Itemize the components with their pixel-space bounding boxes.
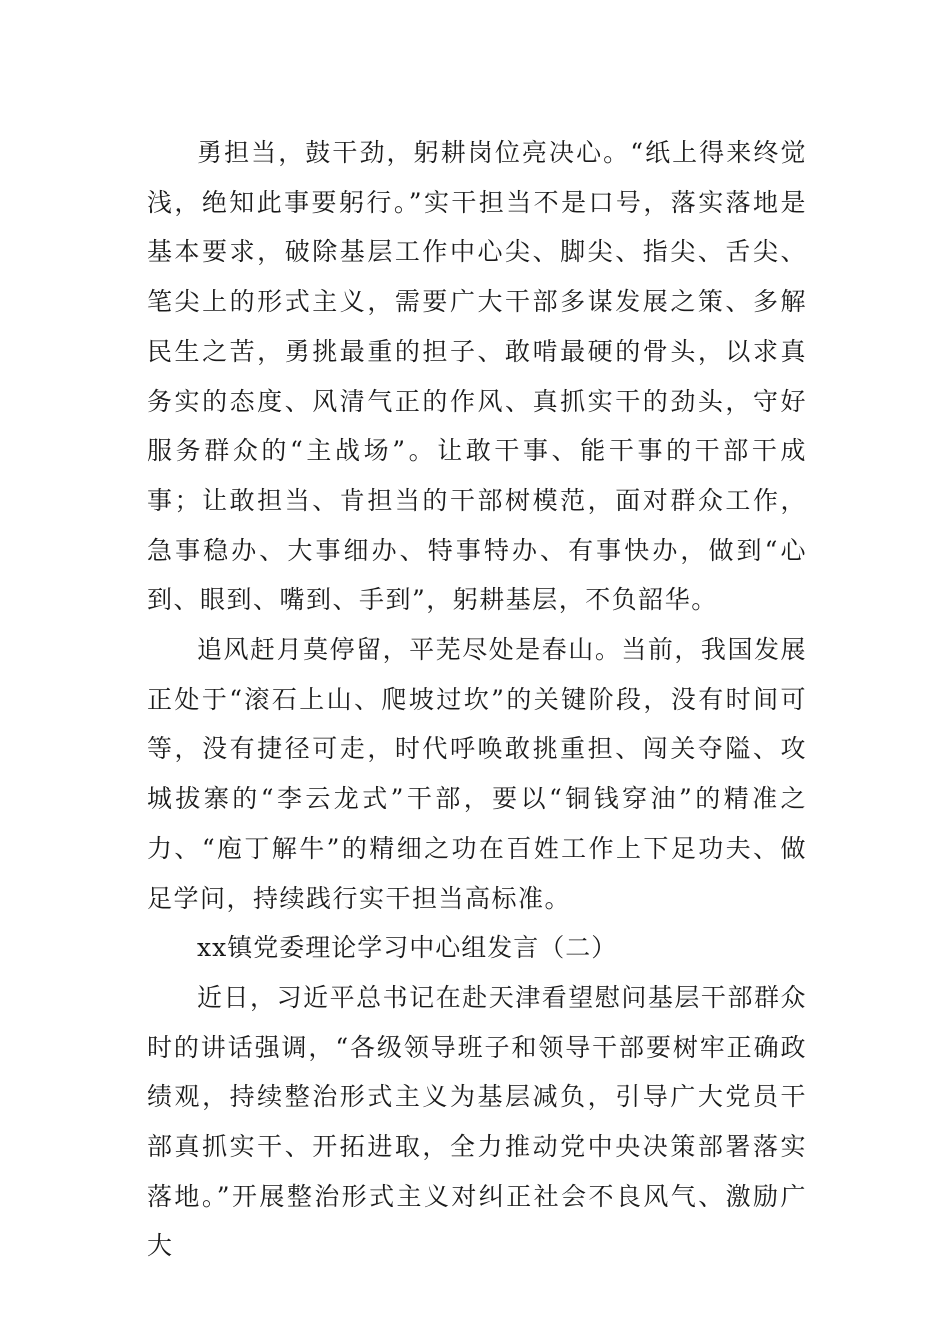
document-body [147,128,807,1271]
section-heading: xx镇党委理论学习中心组发言（二） [197,933,618,963]
paragraph-perseverance: 追风赶月莫停留，平芜尽处是春山。当前，我国发展正处于“滚石上山、爬坡过坎”的关键阶段，没有时间可等，没有捷径可走，时代呼唤敢挑重担、闯关夺隘、攻城拔寨的“李云龙式”干部，要以“铜钱穿油”的精准之力、“庖丁解牛”的精细之功在百姓工作上下足功夫、做足学问，持续践行实干担当高标准。 [147,635,807,913]
paragraph-speech: 近日，习近平总书记在赴天津看望慰问基层干部群众时的讲话强调，“各级领导班子和领导干部要树牢正确政绩观，持续整治形式主义为基层减负，引导广大党员干部真抓实干、开拓进取，全力推动党中央决策部署落实落地。”开展整治形式主义对纠正社会不良风气、激励广大 [147,982,807,1261]
paragraph-responsibility: 勇担当，鼓干劲，躬耕岗位亮决心。“纸上得来终觉浅，绝知此事要躬行。”实干担当不是口号，落实落地是基本要求，破除基层工作中心尖、脚尖、指尖、舌尖、笔尖上的形式主义，需要广大干部多谋发展之策、多解民生之苦，勇挑最重的担子、敢啃最硬的骨头，以求真务实的态度、风清气正的作风、真抓实干的劲头，守好服务群众的“主战场”。让敢干事、能干事的干部干成事；让敢担当、肯担当的干部树模范，面对群众工作，急事稳办、大事细办、特事特办、有事快办，做到“心到、眼到、嘴到、手到”，躬耕基层，不负韶华。 [147,138,807,615]
